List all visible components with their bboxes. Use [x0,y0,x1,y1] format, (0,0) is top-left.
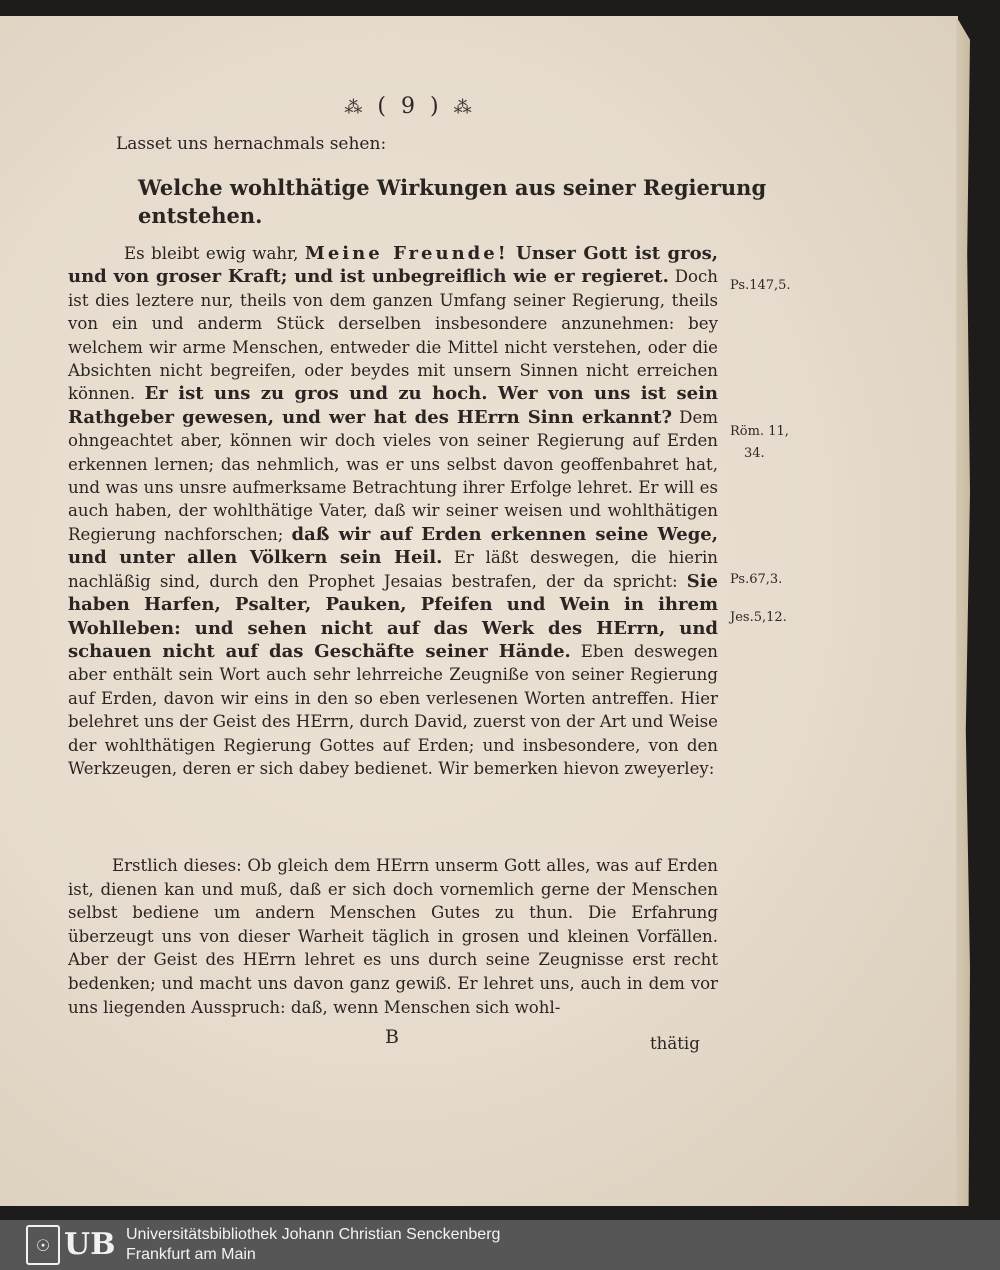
paragraph-second [68,854,718,1019]
p1-quote-4: Sie haben Harfen, Psalter, Pauken, Pfeifen und Wein in ihrem Wohlleben: und sehen nicht auf das Werk des HErrn, und schauen nicht auf das Geschäfte seiner Hände. [68,570,718,662]
intro-line: Lasset uns hernachmals sehen: [116,134,387,154]
logo-text: UB [64,1227,116,1262]
scanned-page [0,16,958,1206]
paragraph-main [68,242,718,780]
p1-text-3: Dem ohngeachtet aber, können wir doch vieles von seiner Regierung auf Erden erkennen lernen; das nehmlich, was er uns selbst davon geoffenbahret hat, und was uns unsre aufmerksame Betrachtung ihrer Erfolge lehret. Er will es auch haben, der wohlthätige Vater, daß wir seiner weisen und wohlthätigen Regierung nachforschen; [68,407,718,544]
p1-quote-1: Unser Gott ist gros, und von groser Kraft; und ist unbegreiflich wie er regieret. [68,243,718,288]
p1-quote-2: Er ist uns zu gros und zu hoch. Wer von uns ist sein Rathgeber gewesen, und wer hat des HErrn Sinn erkannt? [68,383,719,428]
page-edge [956,16,970,1206]
margin-note: Jes.5,12. [730,610,787,625]
page-number: ( 9 ) [377,94,443,119]
page-header [0,94,820,119]
margin-note: 34. [744,446,765,461]
p1-text-4: Er läßt deswegen, die hierin nachläßig sind, durch den Prophet Jesaias bestrafen, der da spricht: [68,548,718,591]
margin-note: Ps.147,5. [730,278,791,293]
section-heading: Welche wohlthätige Wirkungen aus seiner Regierung entstehen. [138,175,767,228]
library-name [126,1225,500,1265]
p1-text-2: Doch ist dies leztere nur, theils von dem ganzen Umfang seiner Regierung, theils von ein und anderm Stück derselben insbesondere anzunehmen: bey welchem wir arme Menschen, entweder die Mittel nicht verstehen, oder die Absichten nicht begreifen, oder beydes mit unsern Sinnen nicht erreichen können. [68,267,718,404]
signature-mark: B [385,1026,399,1048]
ornament-right-icon: ⁂ [453,97,476,118]
library-logo[interactable] [26,1225,116,1265]
ornament-left-icon: ⁂ [344,97,367,118]
library-footer [0,1220,1000,1270]
p1-text-1: Es bleibt ewig wahr, [124,244,305,263]
seal-icon: ☉ [26,1225,60,1265]
p2-text: Erstlich dieses: Ob gleich dem HErrn unserm Gott alles, was auf Erden ist, dienen kan und muß, daß er sich doch vornemlich gerne der Menschen selbst bediene um andern Menschen Gutes zu thun. Die Erfahrung überzeugt uns von dieser Warheit täglich in grosen und kleinen Vorfällen. Aber der Geist des HErrn lehret es uns durch seine Zeugnisse erst recht bedenken; und macht uns davon ganz gewiß. Er lehret uns, auch in dem vor uns liegenden Ausspruch: daß, wenn Menschen sich wohl- [68,856,718,1017]
margin-note: Ps.67,3. [730,572,783,587]
library-name-line2: Frankfurt am Main [126,1246,256,1263]
p1-address: Meine Freunde! [304,243,509,264]
p1-text-5: Eben deswegen aber enthält sein Wort auch sehr lehrreiche Zeugniße von seiner Regierung auf Erden, davon wir eins in den so eben verlesenen Worten antreffen. Hier belehret uns der Geist des HErrn, durch David, zuerst von der Art und Weise der wohlthätigen Regierung Gottes auf Erden; und insbesondere, von den Werkzeugen, deren er sich dabey bedienet. Wir bemerken hievon zweyerley: [68,641,718,778]
p1-quote-3: daß wir auf Erden erkennen seine Wege, und unter allen Völkern sein Heil. [68,523,719,569]
library-name-line1: Universitätsbibliothek Johann Christian Senckenberg [126,1226,501,1243]
margin-note: Röm. 11, [730,424,789,439]
catchword: thätig [650,1034,700,1053]
